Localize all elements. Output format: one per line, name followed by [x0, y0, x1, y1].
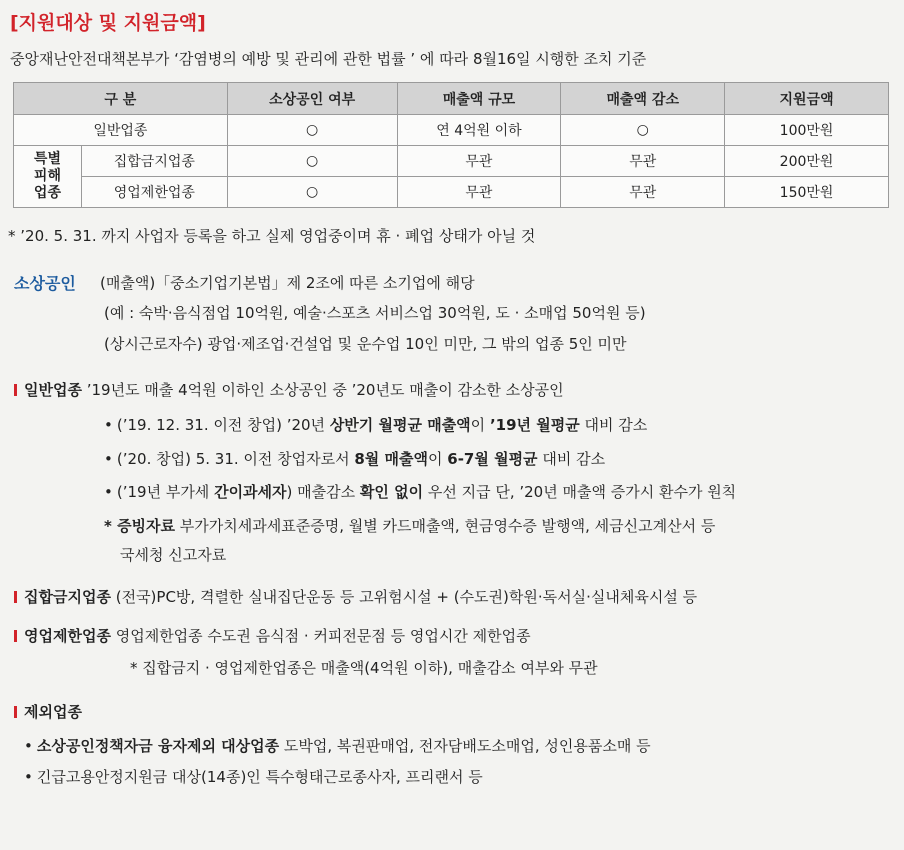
- header-decrease: 매출액 감소: [561, 83, 725, 115]
- evidence-line: * 증빙자료 부가가치세과세표준증명, 월별 카드매출액, 현금영수증 발행액, 세금신고계산서 등: [104, 517, 716, 535]
- special-group-text: 특별 피해 업종: [33, 151, 61, 201]
- evidence-label: * 증빙자료: [104, 517, 176, 535]
- cell-size: 연 4억원 이하: [397, 115, 561, 146]
- cell-decrease: 무관: [561, 146, 725, 177]
- excluded-bullet-2: • 긴급고용안정지원금 대상(14종)인 특수형태근로종사자, 프리랜서 등: [24, 768, 483, 786]
- bullet-icon: •: [104, 483, 113, 501]
- small-biz-label: 소상공인: [14, 274, 76, 293]
- bullet-icon: •: [24, 737, 33, 755]
- limit-note: * 집합금지 · 영업제한업종은 매출액(4억원 이하), 매출감소 여부와 무관: [130, 659, 598, 677]
- special-group-label: [14, 146, 82, 208]
- cell-decrease: 무관: [561, 177, 725, 208]
- ban-section: 집합금지업종 (전국)PC방, 격렬한 실내집단운동 등 고위험시설 + (수도권)학원·독서실·실내체육시설 등: [14, 586, 697, 607]
- general-label: 일반업종: [24, 381, 82, 399]
- cell-amount: 100만원: [725, 115, 889, 146]
- general-bullet-3: • (’19년 부가세 간이과세자) 매출감소 확인 없이 우선 지급 단, ’20년 매출액 증가시 환수가 원칙: [104, 483, 737, 501]
- cell-amount: 200만원: [725, 146, 889, 177]
- cell-size: 무관: [397, 146, 561, 177]
- excluded-section: [14, 701, 82, 722]
- cell-size: 무관: [397, 177, 561, 208]
- header-amount: 지원금액: [725, 83, 889, 115]
- page-title: [지원대상 및 지원금액]: [10, 12, 206, 34]
- bullet-icon: •: [104, 416, 113, 434]
- general-bullet-1: • (’19. 12. 31. 이전 창업) ’20년 상반기 월평균 매출액이 ’19년 월평균 대비 감소: [104, 416, 648, 434]
- limit-section: 영업제한업종 영업제한업종 수도권 음식점 · 커피전문점 등 영업시간 제한업종: [14, 625, 531, 646]
- cell-sbiz: ○: [227, 146, 397, 177]
- small-biz-line3: (상시근로자수) 광업·제조업·건설업 및 운수업 10인 미만, 그 밖의 업종 5인 미만: [104, 335, 627, 353]
- cell-amount: 150만원: [725, 177, 889, 208]
- row-label-ban: 집합금지업종: [81, 146, 227, 177]
- excluded-label: 제외업종: [24, 703, 82, 721]
- cell-sbiz: ○: [227, 177, 397, 208]
- section-marker: [14, 706, 17, 718]
- limit-label: 영업제한업종: [24, 627, 111, 645]
- table-row: [14, 146, 889, 177]
- table-header-row: [14, 83, 889, 115]
- page-subtitle: 중앙재난안전대책본부가 ‘감염병의 예방 및 관리에 관한 법률 ’ 에 따라 8월16일 시행한 조치 기준: [10, 50, 647, 68]
- general-section: [14, 379, 564, 400]
- excluded-bullet-1: • 소상공인정책자금 융자제외 대상업종 도박업, 복권판매업, 전자담배도소매업, 성인용품소매 등: [24, 737, 651, 755]
- cell-decrease: ○: [561, 115, 725, 146]
- header-size: 매출액 규모: [397, 83, 561, 115]
- general-bullet-2: • (’20. 창업) 5. 31. 이전 창업자로서 8월 매출액이 6-7월 월평균 대비 감소: [104, 450, 606, 468]
- cell-sbiz: ○: [227, 115, 397, 146]
- section-marker: [14, 591, 17, 603]
- table-footnote: * ’20. 5. 31. 까지 사업자 등록을 하고 실제 영업중이며 휴 · 폐업 상태가 아닐 것: [8, 227, 536, 245]
- bullet-icon: •: [24, 768, 33, 786]
- evidence-line-2: 국세청 신고자료: [120, 546, 227, 564]
- row-label-limit: 영업제한업종: [81, 177, 227, 208]
- general-text: ’19년도 매출 4억원 이하인 소상공인 중 ’20년도 매출이 감소한 소상공인: [81, 381, 564, 399]
- row-label-general: 일반업종: [14, 115, 228, 146]
- bullet-icon: •: [104, 450, 113, 468]
- table-row: [14, 115, 889, 146]
- section-marker: [14, 384, 17, 396]
- small-biz-line2: (예 : 숙박·음식점업 10억원, 예술·스포츠 서비스업 30억원, 도 · 소매업 50억원 등): [104, 304, 646, 322]
- support-table: [13, 82, 889, 208]
- section-marker: [14, 630, 17, 642]
- header-sbiz: 소상공인 여부: [227, 83, 397, 115]
- ban-label: 집합금지업종: [24, 588, 111, 606]
- header-category: 구 분: [14, 83, 228, 115]
- small-biz-line1: (매출액)「중소기업기본법」제 2조에 따른 소기업에 해당: [100, 274, 475, 292]
- table-row: [14, 177, 889, 208]
